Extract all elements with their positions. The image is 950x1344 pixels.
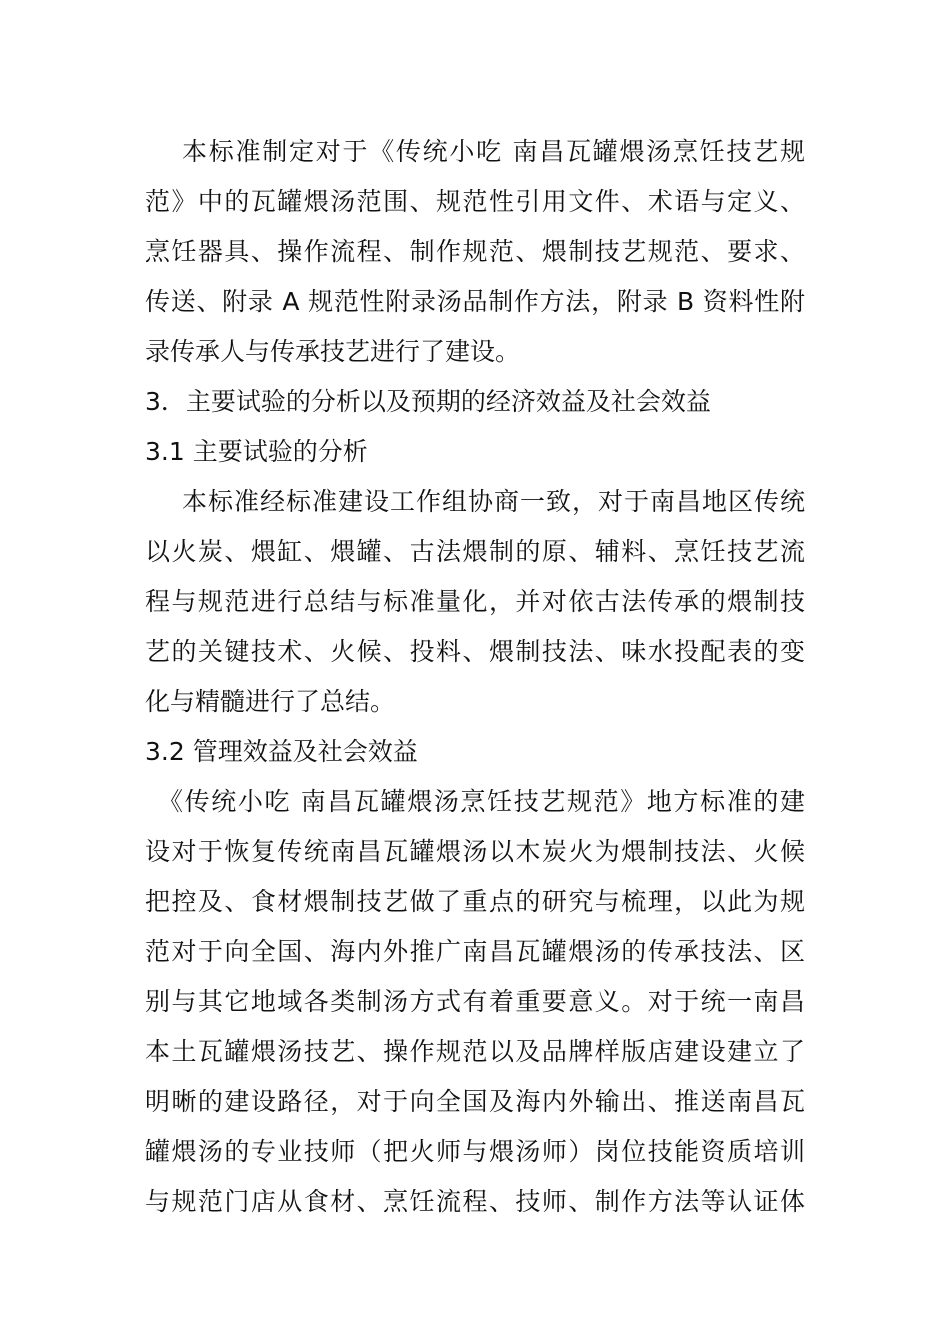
paragraph-line: 范对于向全国、海内外推广南昌瓦罐煨汤的传承技法、区: [145, 937, 805, 966]
paragraph-line: 范》中的瓦罐煨汤范围、规范性引用文件、术语与定义、: [145, 187, 805, 216]
section-heading: 3．主要试验的分析以及预期的经济效益及社会效益: [145, 387, 711, 416]
paragraph-line: 与规范门店从食材、烹饪流程、技师、制作方法等认证体: [145, 1187, 805, 1216]
paragraph-line: 别与其它地域各类制汤方式有着重要意义。对于统一南昌: [145, 987, 805, 1016]
paragraph-line: 录传承人与传承技艺进行了建设。: [145, 337, 521, 366]
paragraph-line: 本土瓦罐煨汤技艺、操作规范以及品牌样版店建设建立了: [145, 1037, 805, 1066]
subsection-heading: 3.2 管理效益及社会效益: [145, 737, 418, 766]
paragraph-line: 程与规范进行总结与标准量化，并对依古法传承的煨制技: [145, 587, 805, 616]
paragraph-line: 传送、附录 A 规范性附录汤品制作方法，附录 B 资料性附: [145, 287, 805, 316]
paragraph-line: 以火炭、煨缸、煨罐、古法煨制的原、辅料、烹饪技艺流: [145, 537, 805, 566]
paragraph-line: 艺的关键技术、火候、投料、煨制技法、味水投配表的变: [145, 637, 805, 666]
paragraph-line: 本标准制定对于《传统小吃 南昌瓦罐煨汤烹饪技艺规: [182, 137, 805, 166]
paragraph-line: 本标准经标准建设工作组协商一致，对于南昌地区传统: [182, 487, 805, 516]
paragraph-line: 罐煨汤的专业技师（把火师与煨汤师）岗位技能资质培训: [145, 1137, 805, 1166]
paragraph-line: 烹饪器具、操作流程、制作规范、煨制技艺规范、要求、: [145, 237, 805, 266]
paragraph-line: 把控及、食材煨制技艺做了重点的研究与梳理，以此为规: [145, 887, 805, 916]
paragraph-line: 《传统小吃 南昌瓦罐煨汤烹饪技艺规范》地方标准的建: [158, 787, 805, 816]
paragraph-line: 明晰的建设路径，对于向全国及海内外输出、推送南昌瓦: [145, 1087, 805, 1116]
subsection-heading: 3.1 主要试验的分析: [145, 437, 368, 466]
paragraph-line: 设对于恢复传统南昌瓦罐煨汤以木炭火为煨制技法、火候: [145, 837, 805, 866]
paragraph-line: 化与精髓进行了总结。: [145, 687, 396, 716]
